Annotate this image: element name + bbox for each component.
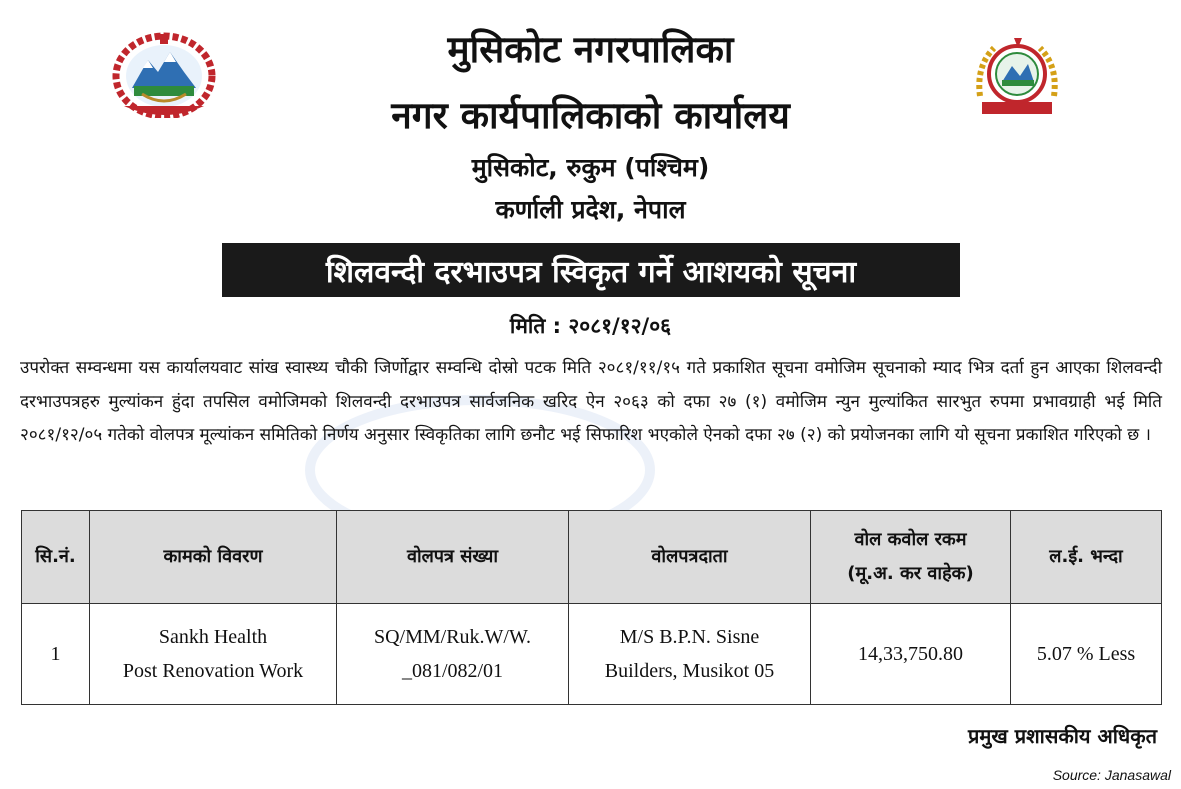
cell-amount: 14,33,750.80 xyxy=(811,604,1011,705)
col-header-bidder: वोलपत्रदाता xyxy=(569,511,811,604)
bid-table xyxy=(21,510,1162,705)
cell-bidder xyxy=(569,604,811,705)
cell-vs-estimate: 5.07 % Less xyxy=(1011,604,1162,705)
cell-bidder-line1: M/S B.P.N. Sisne xyxy=(619,626,760,648)
col-header-vs-estimate: ल.ई. भन्दा xyxy=(1011,511,1162,604)
office-name: नगर कार्यपालिकाको कार्यालय xyxy=(391,94,790,137)
col-header-amount-line1: वोल कवोल रकम xyxy=(854,529,967,550)
notice-date: मिति : २०८१/१२/०६ xyxy=(509,314,672,338)
notice-title: शिलवन्दी दरभाउपत्र स्विकृत गर्ने आशयको सूचना xyxy=(325,254,857,290)
province-country: कर्णाली प्रदेश, नेपाल xyxy=(495,195,686,224)
col-header-bid-number: वोलपत्र संख्या xyxy=(337,511,569,604)
cell-sn: 1 xyxy=(22,604,90,705)
col-header-description: कामको विवरण xyxy=(90,511,337,604)
notice-title-bar xyxy=(222,243,960,297)
office-address: मुसिकोट, रुकुम (पश्चिम) xyxy=(471,153,710,182)
table-row xyxy=(22,604,1162,705)
source-credit: Source: Janasawal xyxy=(1052,767,1171,783)
signatory-title: प्रमुख प्रशासकीय अधिकृत xyxy=(968,724,1157,748)
cell-description xyxy=(90,604,337,705)
municipality-logo xyxy=(972,36,1062,118)
cell-description-line1: Sankh Health xyxy=(158,626,268,648)
col-header-sn: सि.नं. xyxy=(22,511,90,604)
table-header-row xyxy=(22,511,1162,604)
col-header-amount-line2: (मू.अ. कर वाहेक) xyxy=(847,563,974,584)
cell-bid-number-line1: SQ/MM/Ruk.W/W. xyxy=(373,626,532,648)
cell-description-line2: Post Renovation Work xyxy=(122,660,304,682)
cell-bid-number xyxy=(337,604,569,705)
cell-bidder-line2: Builders, Musikot 05 xyxy=(604,660,775,682)
letterhead xyxy=(0,0,1181,225)
cell-bid-number-line2: _081/082/01 xyxy=(401,660,504,682)
col-header-amount xyxy=(811,511,1011,604)
municipality-name: मुसिकोट नगरपालिका xyxy=(447,28,734,71)
notice-body: उपरोक्त सम्वन्धमा यस कार्यालयवाट सांख स्वास्थ्य चौकी जिर्णोद्वार सम्वन्धि दोस्रो पटक मिति २०८१/११/१५ गते प्रकाशित सूचना वमोजिम सूचनाको म्याद भित्र दर्ता हुन आएका शिलवन्दी दरभाउपत्रहरु मुल्यांकन हुंदा तपसिल वमोजिमको शिलवन्दी दरभाउपत्र सार्वजनिक खरिद ऐन २०६३ को दफा २७ (१) वमोजिम न्युन मुल्यांकित सारभुत रुपमा प्रभावग्राही भई मिति २०८१/१२/०५ गतेको वोलपत्र मूल्यांकन समितिको निर्णय अनुसार स्विकृतिका लागि छनौट भई सिफारिश भएकोले ऐनको दफा २७ (२) को प्रयोजनका लागि यो सूचना प्रकाशित गरिएको छ । xyxy=(20,358,1162,445)
